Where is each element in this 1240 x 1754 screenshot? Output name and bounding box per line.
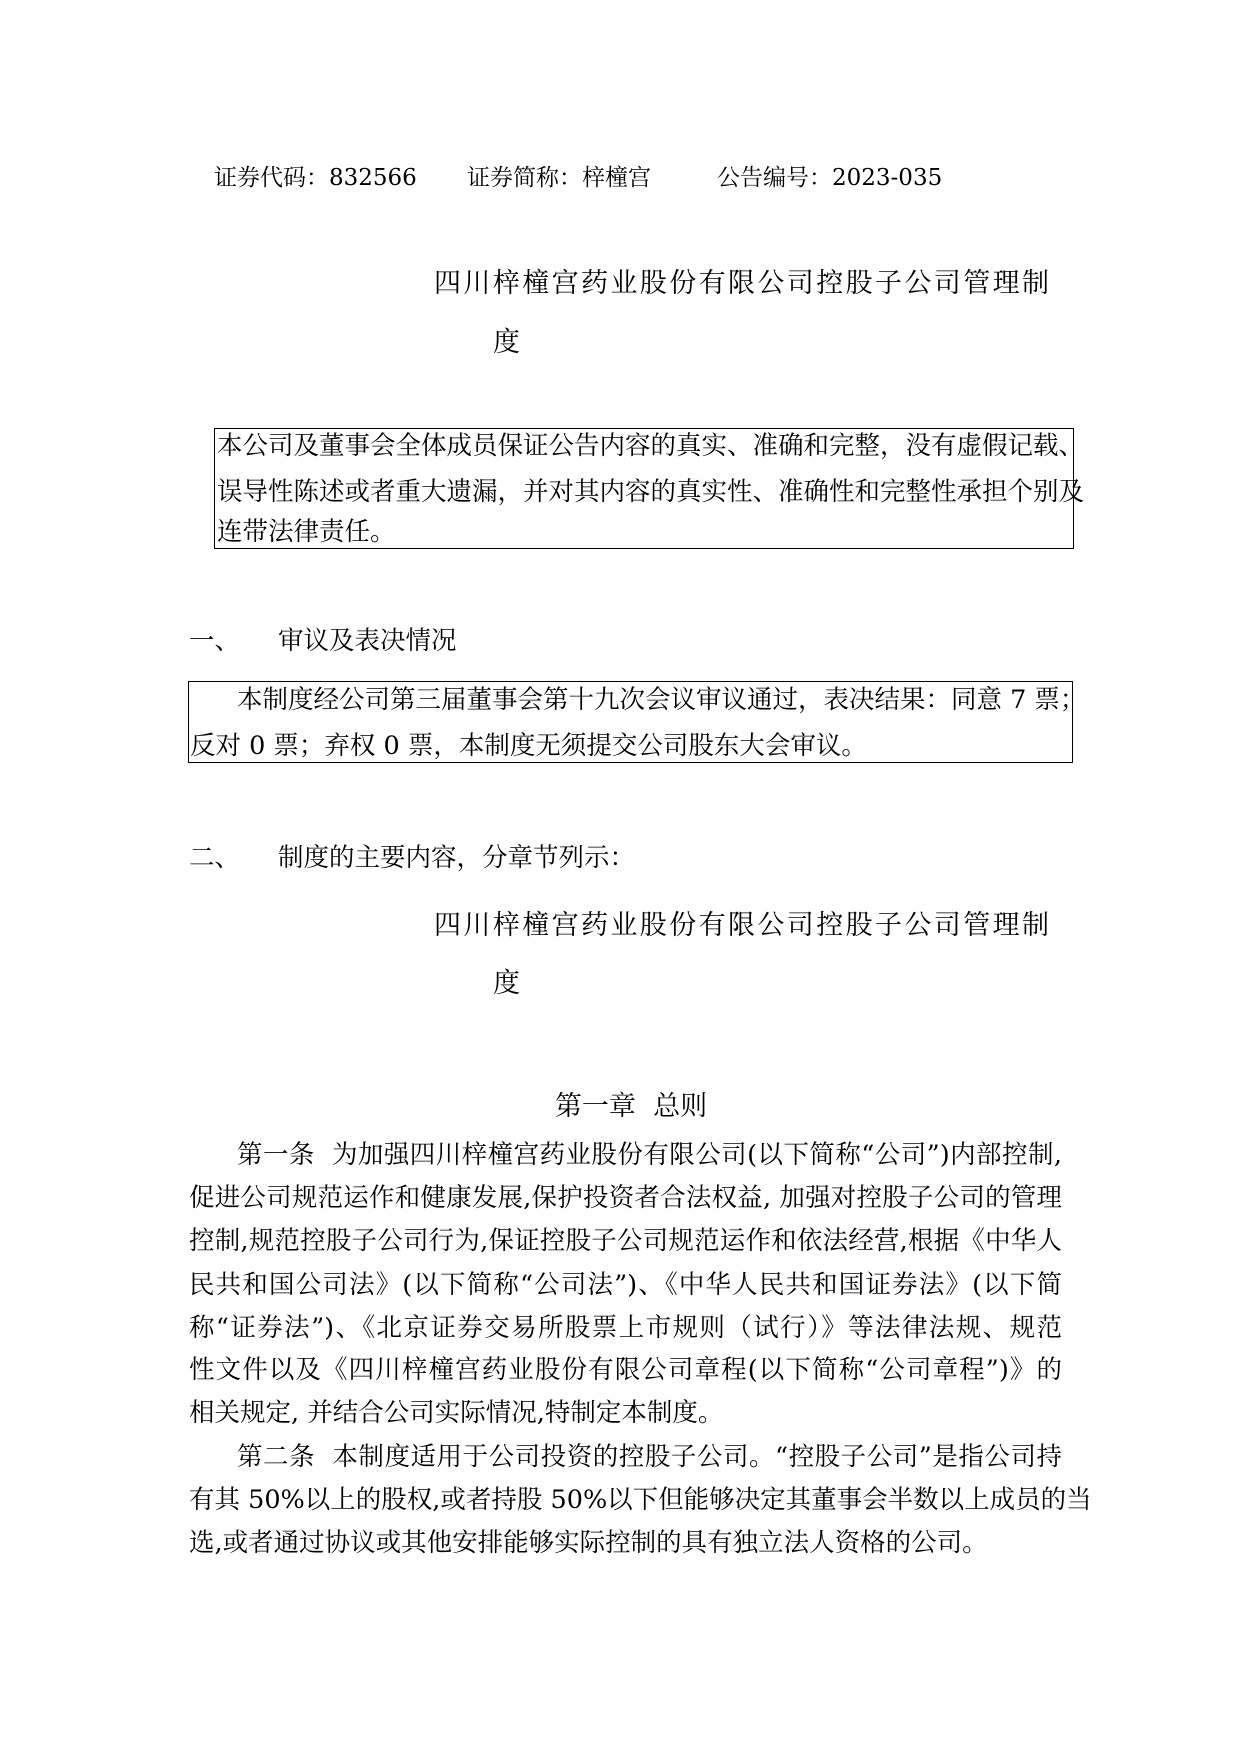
article1-line: 民共和国公司法》(以下简称“公司法”)、《中华人民共和国证券法》(以下简 xyxy=(189,1270,1062,1300)
article1-line: 控制,规范控股子公司行为,保证控股子公司规范运作和依法经营,根据《中华人 xyxy=(189,1226,1062,1256)
statement-line: 本公司及董事会全体成员保证公告内容的真实、准确和完整，没有虚假记载、 xyxy=(217,431,1085,461)
voting-result-line: 反对 0 票；弃权 0 票，本制度无须提交公司股东大会审议。 xyxy=(190,731,867,761)
section1-heading: 审议及表决情况 xyxy=(278,626,457,656)
document-title-line1: 四川梓橦宫药业股份有限公司控股子公司管理制 xyxy=(434,268,1049,299)
statement-line: 误导性陈述或者重大遗漏，并对其内容的真实性、准确性和完整性承担个别及 xyxy=(217,477,1085,507)
voting-result-box xyxy=(188,681,1086,763)
document-title-line2: 度 xyxy=(493,327,520,358)
article1-line: 促进公司规范运作和健康发展,保护投资者合法权益, 加强对控股子公司的管理 xyxy=(189,1183,1062,1213)
security-short-name: 证券简称：梓橦宫 xyxy=(467,165,651,191)
section2-number: 二、 xyxy=(189,843,241,873)
statement-line: 连带法律责任。 xyxy=(217,517,396,547)
article2-line: 选,或者通过协议或其他安排能够实际控制的具有独立法人资格的公司。 xyxy=(189,1528,988,1558)
article1-line: 称“证券法”)、《北京证券交易所股票上市规则（试行）》等法律法规、规范 xyxy=(189,1313,1062,1343)
article2-line: 第二条 本制度适用于公司投资的控股子公司。“控股子公司”是指公司持 xyxy=(237,1442,1062,1472)
section1-number: 一、 xyxy=(189,626,241,656)
statement-box xyxy=(214,428,1085,549)
article2-line: 有其 50%以上的股权,或者持股 50%以下但能够决定其董事会半数以上成员的当 xyxy=(189,1485,1092,1515)
regulation-title-line2: 度 xyxy=(493,968,520,999)
security-code: 证券代码：832566 xyxy=(214,165,417,191)
article1-line: 相关规定, 并结合公司实际情况,特制定本制度。 xyxy=(189,1398,724,1428)
notice-number: 公告编号：2023-035 xyxy=(717,165,943,191)
voting-result-line: 本制度经公司第三届董事会第十九次会议审议通过，表决结果：同意 7 票； xyxy=(237,685,1086,715)
article1-line: 第一条 为加强四川梓橦宫药业股份有限公司(以下简称“公司”)内部控制, xyxy=(237,1140,1062,1170)
section2-heading: 制度的主要内容，分章节列示： xyxy=(278,843,636,873)
regulation-title-line1: 四川梓橦宫药业股份有限公司控股子公司管理制 xyxy=(434,910,1049,941)
article1-line: 性文件以及《四川梓橦宫药业股份有限公司章程(以下简称“公司章程”)》的 xyxy=(189,1355,1062,1385)
chapter-heading: 第一章 总则 xyxy=(554,1091,708,1122)
